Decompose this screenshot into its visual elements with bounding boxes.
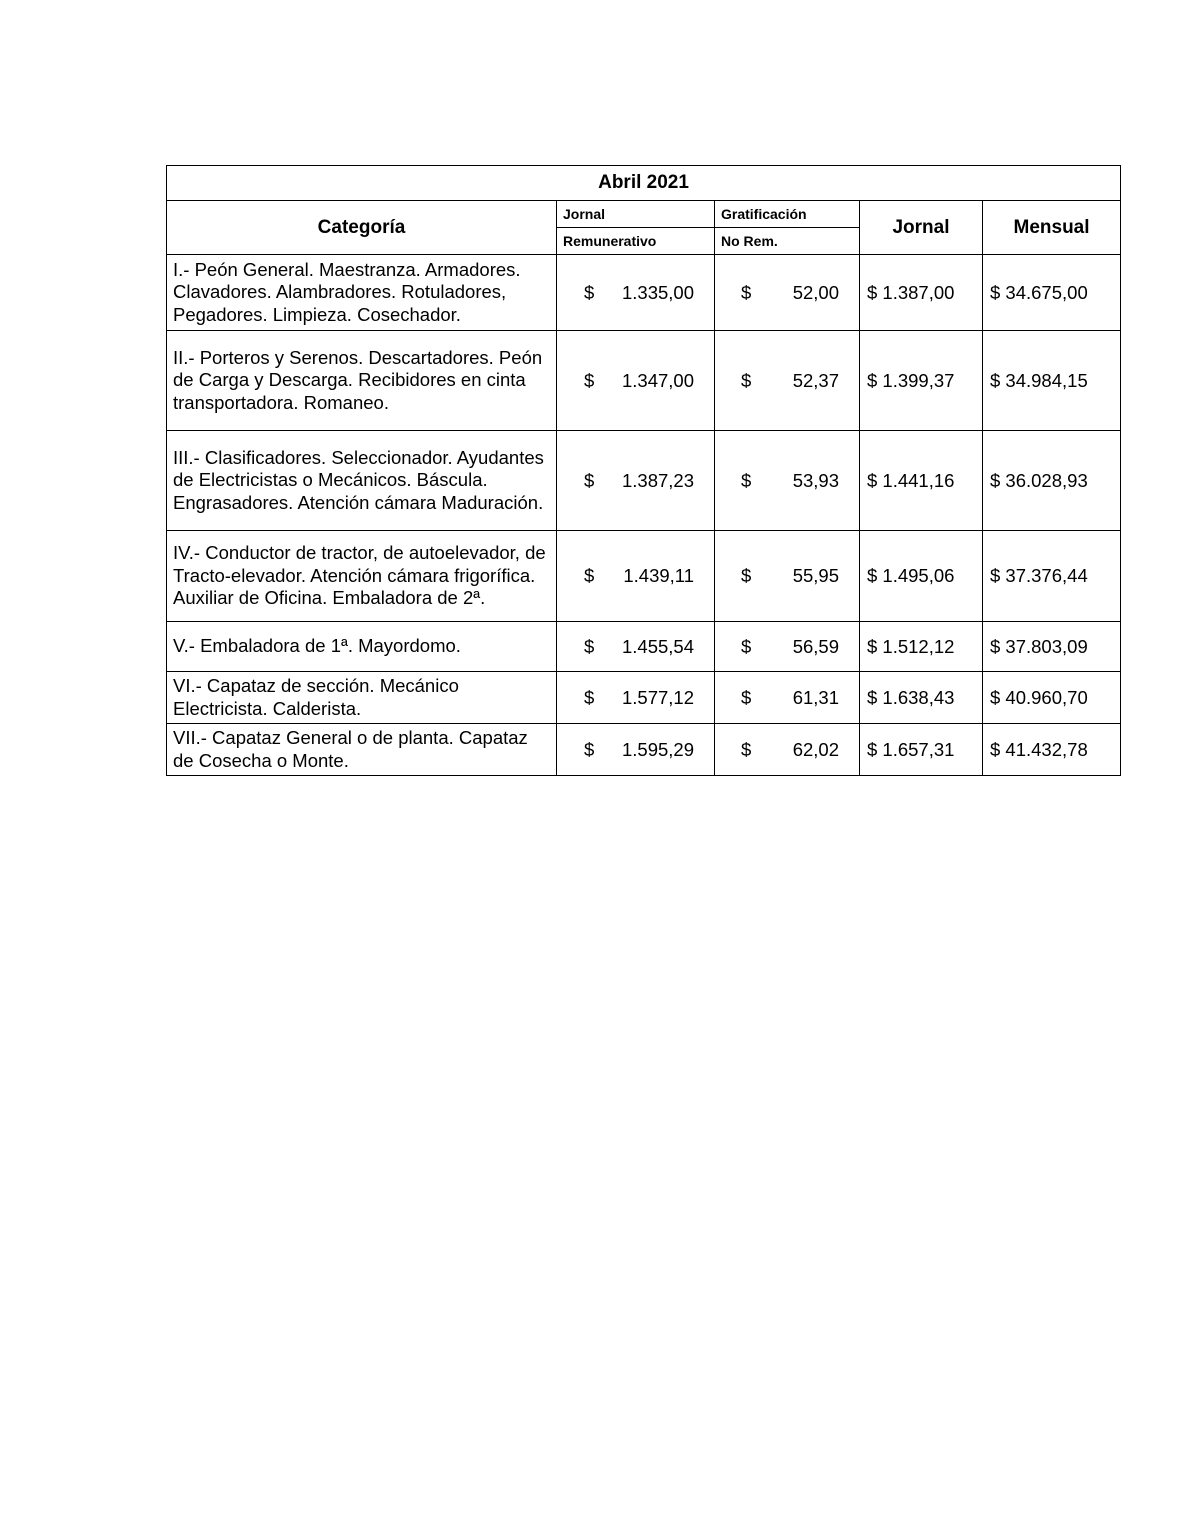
table-row <box>167 724 1121 776</box>
remunerativo-cell <box>557 672 715 724</box>
category-cell: IV.- Conductor de tractor, de autoelevador, de Tracto-elevador. Atención cámara frigorífica. Auxiliar de Oficina. Embaladora de 2ª. <box>167 531 557 622</box>
table-row <box>167 331 1121 431</box>
mensual-cell <box>983 672 1121 724</box>
no-rem-value: 61,31 <box>792 686 839 708</box>
jornal-value: $ 1.441,16 <box>867 469 955 491</box>
category-cell: I.- Peón General. Maestranza. Armadores. Clavadores. Alambradores. Rotuladores, Pegadores. Limpieza. Cosechador. <box>167 255 557 331</box>
remunerativo-cell <box>557 255 715 331</box>
table-row <box>167 431 1121 531</box>
no-rem-value: 52,37 <box>792 369 839 391</box>
jornal-cell <box>860 622 983 672</box>
header-no-rem: No Rem. <box>715 228 860 255</box>
jornal-cell <box>860 531 983 622</box>
mensual-cell <box>983 431 1121 531</box>
no-rem-value: 52,00 <box>792 281 839 303</box>
category-cell: VI.- Capataz de sección. Mecánico Electricista. Calderista. <box>167 672 557 724</box>
remunerativo-cell <box>557 331 715 431</box>
currency-symbol: $ <box>584 635 595 657</box>
remunerativo-cell <box>557 724 715 776</box>
mensual-value: $ 37.376,44 <box>990 565 1088 586</box>
remunerativo-cell <box>557 531 715 622</box>
mensual-value: $ 34.675,00 <box>990 281 1088 303</box>
category-cell: III.- Clasificadores. Seleccionador. Ayudantes de Electricistas o Mecánicos. Báscula. Engrasadores. Atención cámara Maduración. <box>167 431 557 531</box>
category-cell: VII.- Capataz General o de planta. Capataz de Cosecha o Monte. <box>167 724 557 776</box>
jornal-value: $ 1.387,00 <box>867 281 955 303</box>
jornal-value: $ 1.512,12 <box>867 635 955 657</box>
mensual-value: $ 40.960,70 <box>990 686 1088 708</box>
header-jornal-top: Jornal <box>557 201 715 228</box>
mensual-cell <box>983 255 1121 331</box>
header-mensual: Mensual <box>983 201 1121 255</box>
remunerativo-value: 1.439,11 <box>623 565 694 586</box>
no-rem-value: 56,59 <box>792 635 839 657</box>
category-cell: II.- Porteros y Serenos. Descartadores. Peón de Carga y Descarga. Recibidores en cinta transportadora. Romaneo. <box>167 331 557 431</box>
jornal-cell <box>860 724 983 776</box>
no-rem-cell <box>715 622 860 672</box>
currency-symbol: $ <box>741 686 752 708</box>
currency-symbol: $ <box>584 686 595 708</box>
table-row <box>167 531 1121 622</box>
mensual-cell <box>983 531 1121 622</box>
remunerativo-cell <box>557 431 715 531</box>
no-rem-value: 53,93 <box>792 469 839 491</box>
currency-symbol: $ <box>584 469 595 491</box>
jornal-value: $ 1.657,31 <box>867 738 955 760</box>
jornal-value: $ 1.399,37 <box>867 369 955 391</box>
no-rem-value: 55,95 <box>792 565 839 586</box>
mensual-value: $ 36.028,93 <box>990 469 1088 491</box>
currency-symbol: $ <box>741 565 752 586</box>
table-row <box>167 255 1121 331</box>
table-row <box>167 672 1121 724</box>
remunerativo-value: 1.347,00 <box>621 369 694 391</box>
mensual-value: $ 34.984,15 <box>990 369 1088 391</box>
remunerativo-value: 1.335,00 <box>621 281 694 303</box>
remunerativo-value: 1.387,23 <box>621 469 694 491</box>
currency-symbol: $ <box>741 369 752 391</box>
remunerativo-value: 1.595,29 <box>621 738 694 760</box>
mensual-value: $ 41.432,78 <box>990 738 1088 760</box>
jornal-value: $ 1.495,06 <box>867 565 955 586</box>
mensual-cell <box>983 724 1121 776</box>
currency-symbol: $ <box>741 281 752 303</box>
remunerativo-value: 1.455,54 <box>621 635 694 657</box>
table-title: Abril 2021 <box>167 166 1121 201</box>
no-rem-value: 62,02 <box>792 738 839 760</box>
jornal-cell <box>860 431 983 531</box>
table-row <box>167 622 1121 672</box>
no-rem-cell <box>715 331 860 431</box>
currency-symbol: $ <box>584 281 595 303</box>
mensual-value: $ 37.803,09 <box>990 635 1088 657</box>
header-gratificacion-top: Gratificación <box>715 201 860 228</box>
jornal-value: $ 1.638,43 <box>867 686 955 708</box>
mensual-cell <box>983 622 1121 672</box>
header-jornal: Jornal <box>860 201 983 255</box>
no-rem-cell <box>715 724 860 776</box>
jornal-cell <box>860 672 983 724</box>
header-row-top <box>167 201 1121 228</box>
jornal-cell <box>860 255 983 331</box>
header-categoria: Categoría <box>167 201 557 255</box>
mensual-cell <box>983 331 1121 431</box>
header-remunerativo: Remunerativo <box>557 228 715 255</box>
remunerativo-cell <box>557 622 715 672</box>
jornal-cell <box>860 331 983 431</box>
currency-symbol: $ <box>584 369 595 391</box>
no-rem-cell <box>715 431 860 531</box>
currency-symbol: $ <box>584 565 595 586</box>
currency-symbol: $ <box>741 738 752 760</box>
currency-symbol: $ <box>584 738 595 760</box>
currency-symbol: $ <box>741 469 752 491</box>
currency-symbol: $ <box>741 635 752 657</box>
title-row <box>167 166 1121 201</box>
remunerativo-value: 1.577,12 <box>621 686 694 708</box>
no-rem-cell <box>715 255 860 331</box>
no-rem-cell <box>715 531 860 622</box>
category-cell: V.- Embaladora de 1ª. Mayordomo. <box>167 622 557 672</box>
no-rem-cell <box>715 672 860 724</box>
wage-table <box>166 165 1121 776</box>
